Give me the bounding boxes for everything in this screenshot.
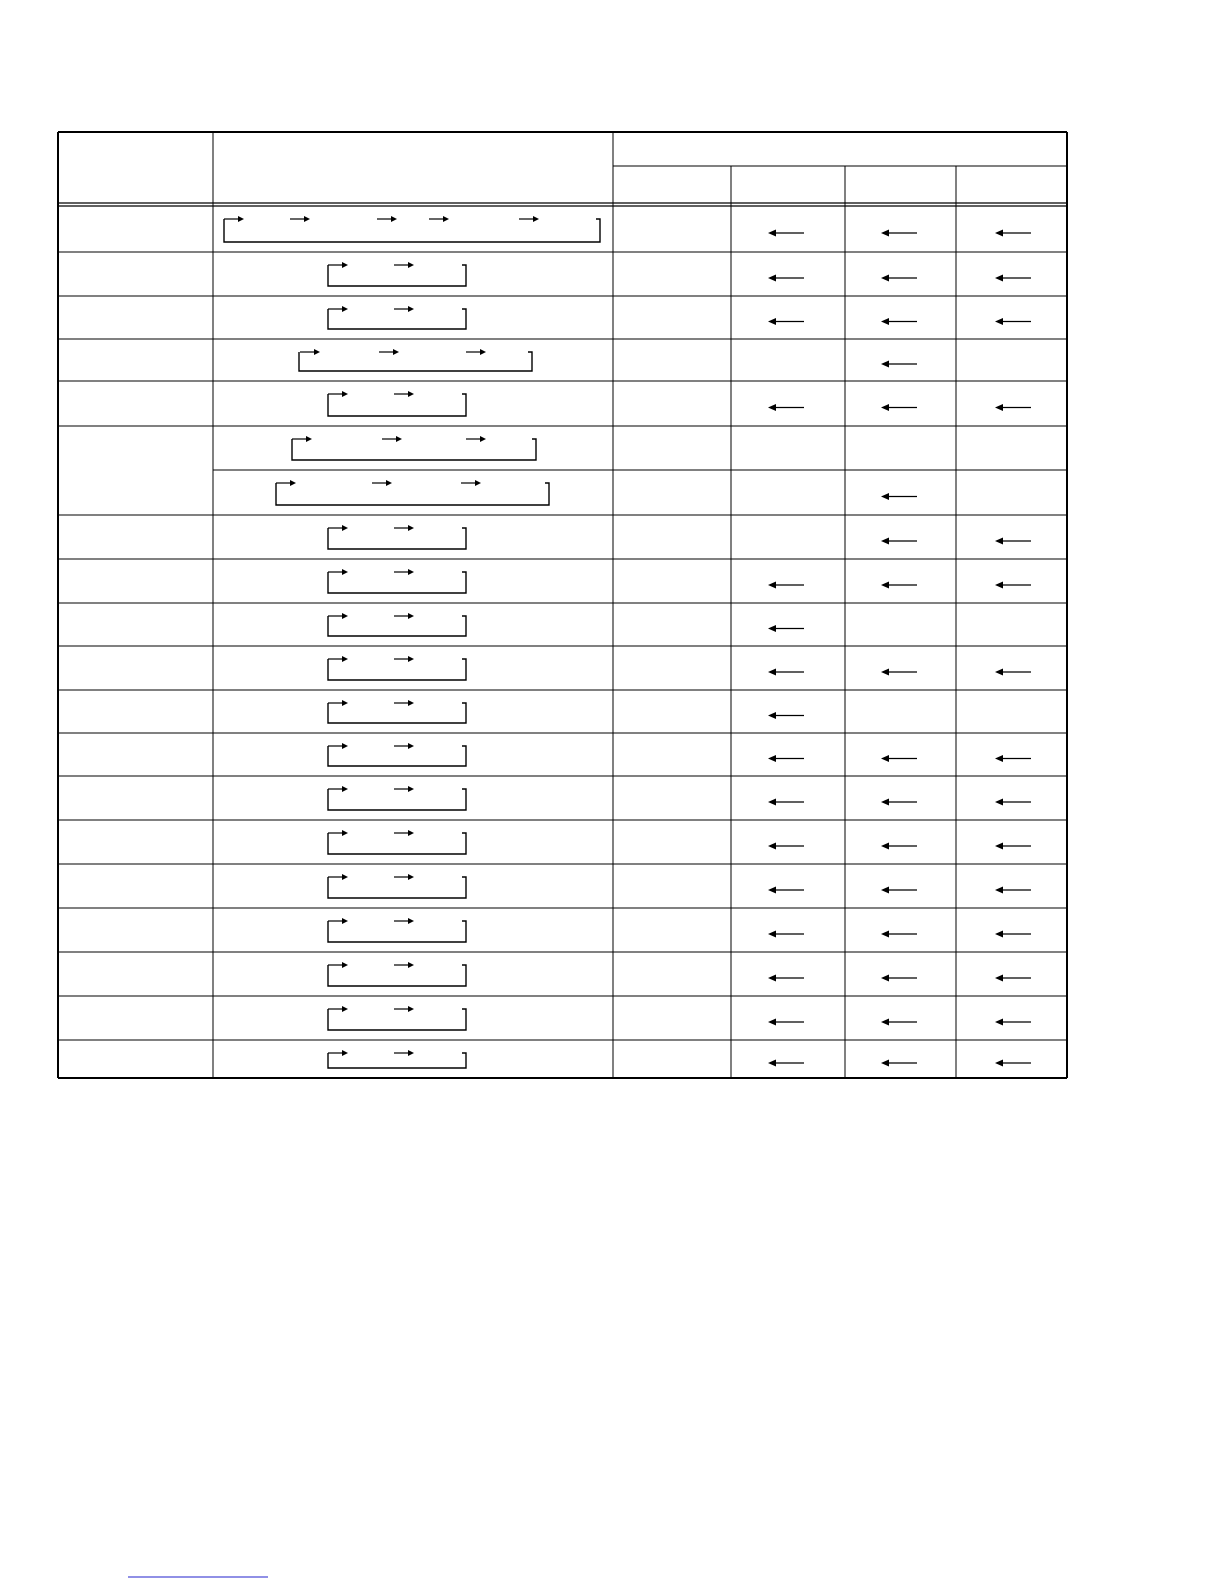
cycle-return-line — [328, 572, 466, 593]
back-arrow-head — [881, 1019, 889, 1026]
back-arrow-head — [768, 975, 776, 982]
back-arrow-icon — [881, 230, 917, 237]
forward-arrow-head — [314, 349, 320, 355]
forward-arrow-head — [304, 216, 310, 222]
back-arrow-icon — [995, 799, 1031, 806]
back-arrow-icon — [881, 404, 917, 411]
forward-arrow-head — [342, 700, 348, 706]
mode-cycle-diagram — [292, 436, 536, 460]
cycle-return-line — [328, 659, 466, 680]
back-arrow-head — [881, 931, 889, 938]
back-arrow-icon — [881, 799, 917, 806]
mode-cycle-diagram — [328, 962, 466, 986]
back-arrow-head — [768, 843, 776, 850]
back-arrow-icon — [768, 318, 804, 325]
mode-cycle-diagram — [328, 1050, 466, 1068]
cycle-return-line — [328, 616, 466, 636]
forward-arrow-head — [342, 1006, 348, 1012]
mode-cycle-diagram — [328, 1006, 466, 1030]
back-arrow-head — [881, 230, 889, 237]
forward-arrow-head — [408, 306, 414, 312]
back-arrow-icon — [995, 318, 1031, 325]
forward-arrow-head — [342, 525, 348, 531]
back-arrow-head — [881, 318, 889, 325]
back-arrow-icon — [881, 975, 917, 982]
forward-arrow-head — [396, 436, 402, 442]
back-arrow-icon — [768, 625, 804, 632]
back-arrow-head — [995, 1019, 1003, 1026]
back-arrow-head — [768, 230, 776, 237]
back-arrow-icon — [881, 493, 917, 500]
back-arrow-icon — [768, 1019, 804, 1026]
back-arrow-head — [768, 887, 776, 894]
forward-arrow-head — [342, 569, 348, 575]
back-arrow-head — [881, 275, 889, 282]
back-arrow-head — [995, 275, 1003, 282]
mode-cycle-diagram — [328, 918, 466, 942]
back-arrow-head — [881, 975, 889, 982]
back-arrow-head — [768, 1060, 776, 1067]
back-arrow-icon — [881, 843, 917, 850]
cycle-return-line — [328, 921, 466, 942]
back-arrow-icon — [881, 1019, 917, 1026]
forward-arrow-head — [443, 216, 449, 222]
forward-arrow-head — [480, 436, 486, 442]
cycle-return-line — [328, 703, 466, 723]
table-content — [224, 216, 1031, 1068]
forward-arrow-head — [342, 874, 348, 880]
back-arrow-head — [995, 799, 1003, 806]
forward-arrow-head — [386, 480, 392, 486]
mode-cycle-diagram — [299, 349, 532, 371]
forward-arrow-head — [342, 1050, 348, 1056]
back-arrow-icon — [995, 887, 1031, 894]
forward-arrow-head — [342, 786, 348, 792]
back-arrow-icon — [768, 975, 804, 982]
forward-arrow-head — [480, 349, 486, 355]
forward-arrow-head — [342, 656, 348, 662]
back-arrow-head — [881, 538, 889, 545]
mode-cycle-diagram — [328, 830, 466, 854]
back-arrow-head — [768, 275, 776, 282]
back-arrow-icon — [768, 669, 804, 676]
cycle-return-line — [328, 789, 466, 810]
back-arrow-icon — [768, 712, 804, 719]
back-arrow-head — [995, 230, 1003, 237]
forward-arrow-head — [408, 700, 414, 706]
cycle-return-line — [328, 528, 466, 549]
cycle-return-line — [299, 352, 532, 371]
forward-arrow-head — [408, 786, 414, 792]
back-arrow-head — [768, 712, 776, 719]
back-arrow-head — [881, 887, 889, 894]
back-arrow-head — [995, 843, 1003, 850]
forward-arrow-head — [408, 918, 414, 924]
cycle-return-line — [328, 833, 466, 854]
mode-cycle-diagram — [328, 525, 466, 549]
cycle-return-line — [328, 965, 466, 986]
forward-arrow-head — [342, 613, 348, 619]
back-arrow-icon — [881, 887, 917, 894]
cycle-return-line — [328, 1009, 466, 1030]
back-arrow-head — [881, 1060, 889, 1067]
back-arrow-icon — [881, 931, 917, 938]
mode-cycle-diagram — [328, 613, 466, 636]
forward-arrow-head — [408, 613, 414, 619]
forward-arrow-head — [408, 1050, 414, 1056]
forward-arrow-head — [408, 874, 414, 880]
mode-cycle-diagram — [328, 786, 466, 810]
back-arrow-icon — [995, 275, 1031, 282]
back-arrow-head — [881, 669, 889, 676]
cycle-return-line — [328, 309, 466, 329]
back-arrow-head — [881, 361, 889, 368]
forward-arrow-head — [408, 1006, 414, 1012]
forward-arrow-head — [475, 480, 481, 486]
back-arrow-icon — [768, 582, 804, 589]
back-arrow-head — [768, 669, 776, 676]
mode-cycle-diagram — [276, 480, 549, 505]
cycle-return-line — [328, 877, 466, 898]
back-arrow-head — [768, 625, 776, 632]
back-arrow-head — [881, 843, 889, 850]
back-arrow-head — [995, 975, 1003, 982]
forward-arrow-head — [342, 830, 348, 836]
forward-arrow-head — [408, 962, 414, 968]
back-arrow-head — [768, 582, 776, 589]
mode-cycle-diagram — [328, 569, 466, 593]
back-arrow-head — [881, 493, 889, 500]
forward-arrow-head — [306, 436, 312, 442]
forward-arrow-head — [408, 262, 414, 268]
forward-arrow-head — [342, 743, 348, 749]
mode-cycle-diagram — [328, 700, 466, 723]
back-arrow-head — [881, 404, 889, 411]
back-arrow-icon — [768, 275, 804, 282]
cycle-return-line — [328, 394, 466, 416]
back-arrow-head — [995, 887, 1003, 894]
back-arrow-icon — [881, 582, 917, 589]
back-arrow-head — [995, 582, 1003, 589]
back-arrow-icon — [881, 361, 917, 368]
cycle-return-line — [276, 483, 549, 505]
back-arrow-head — [995, 755, 1003, 762]
back-arrow-icon — [768, 887, 804, 894]
cycle-return-line — [328, 1053, 466, 1068]
back-arrow-icon — [881, 275, 917, 282]
back-arrow-icon — [768, 1060, 804, 1067]
forward-arrow-head — [342, 962, 348, 968]
table-grid — [58, 132, 1067, 1078]
cycle-return-line — [328, 265, 466, 286]
mode-cycle-diagram — [328, 262, 466, 286]
back-arrow-head — [881, 755, 889, 762]
back-arrow-icon — [995, 582, 1031, 589]
back-arrow-head — [995, 669, 1003, 676]
back-arrow-icon — [768, 799, 804, 806]
back-arrow-icon — [995, 755, 1031, 762]
forward-arrow-head — [408, 743, 414, 749]
back-arrow-icon — [995, 230, 1031, 237]
forward-arrow-head — [393, 349, 399, 355]
back-arrow-head — [995, 538, 1003, 545]
forward-arrow-head — [408, 391, 414, 397]
forward-arrow-head — [408, 830, 414, 836]
mode-cycle-diagram — [328, 656, 466, 680]
forward-arrow-head — [408, 525, 414, 531]
forward-arrow-head — [290, 480, 296, 486]
forward-arrow-head — [391, 216, 397, 222]
forward-arrow-head — [342, 306, 348, 312]
back-arrow-icon — [768, 404, 804, 411]
back-arrow-head — [881, 799, 889, 806]
back-arrow-icon — [881, 1060, 917, 1067]
forward-arrow-head — [342, 262, 348, 268]
back-arrow-head — [768, 799, 776, 806]
back-arrow-icon — [995, 404, 1031, 411]
back-arrow-icon — [881, 755, 917, 762]
forward-arrow-head — [533, 216, 539, 222]
forward-arrow-head — [342, 391, 348, 397]
back-arrow-head — [768, 1019, 776, 1026]
back-arrow-head — [881, 582, 889, 589]
back-arrow-head — [995, 318, 1003, 325]
back-arrow-icon — [768, 755, 804, 762]
mode-cycle-diagram — [328, 391, 466, 416]
cycle-return-line — [292, 439, 536, 460]
back-arrow-icon — [995, 1060, 1031, 1067]
back-arrow-icon — [768, 843, 804, 850]
mode-cycle-diagram — [328, 874, 466, 898]
back-arrow-icon — [995, 1019, 1031, 1026]
back-arrow-icon — [995, 843, 1031, 850]
back-arrow-icon — [881, 538, 917, 545]
back-arrow-icon — [768, 230, 804, 237]
mode-cycle-diagram — [224, 216, 600, 242]
forward-arrow-head — [408, 656, 414, 662]
mode-cycle-diagram — [328, 306, 466, 329]
cycle-return-line — [328, 746, 466, 766]
cycle-return-line — [224, 219, 600, 242]
forward-arrow-head — [238, 216, 244, 222]
back-arrow-icon — [768, 931, 804, 938]
back-arrow-icon — [881, 669, 917, 676]
back-arrow-head — [768, 318, 776, 325]
back-arrow-head — [768, 404, 776, 411]
back-arrow-icon — [995, 669, 1031, 676]
back-arrow-icon — [995, 931, 1031, 938]
back-arrow-head — [995, 931, 1003, 938]
back-arrow-head — [995, 404, 1003, 411]
back-arrow-icon — [995, 538, 1031, 545]
mode-cycle-diagram — [328, 743, 466, 766]
back-arrow-head — [768, 931, 776, 938]
forward-arrow-head — [342, 918, 348, 924]
back-arrow-head — [995, 1060, 1003, 1067]
forward-arrow-head — [408, 569, 414, 575]
back-arrow-icon — [995, 975, 1031, 982]
back-arrow-icon — [881, 318, 917, 325]
back-arrow-head — [768, 755, 776, 762]
